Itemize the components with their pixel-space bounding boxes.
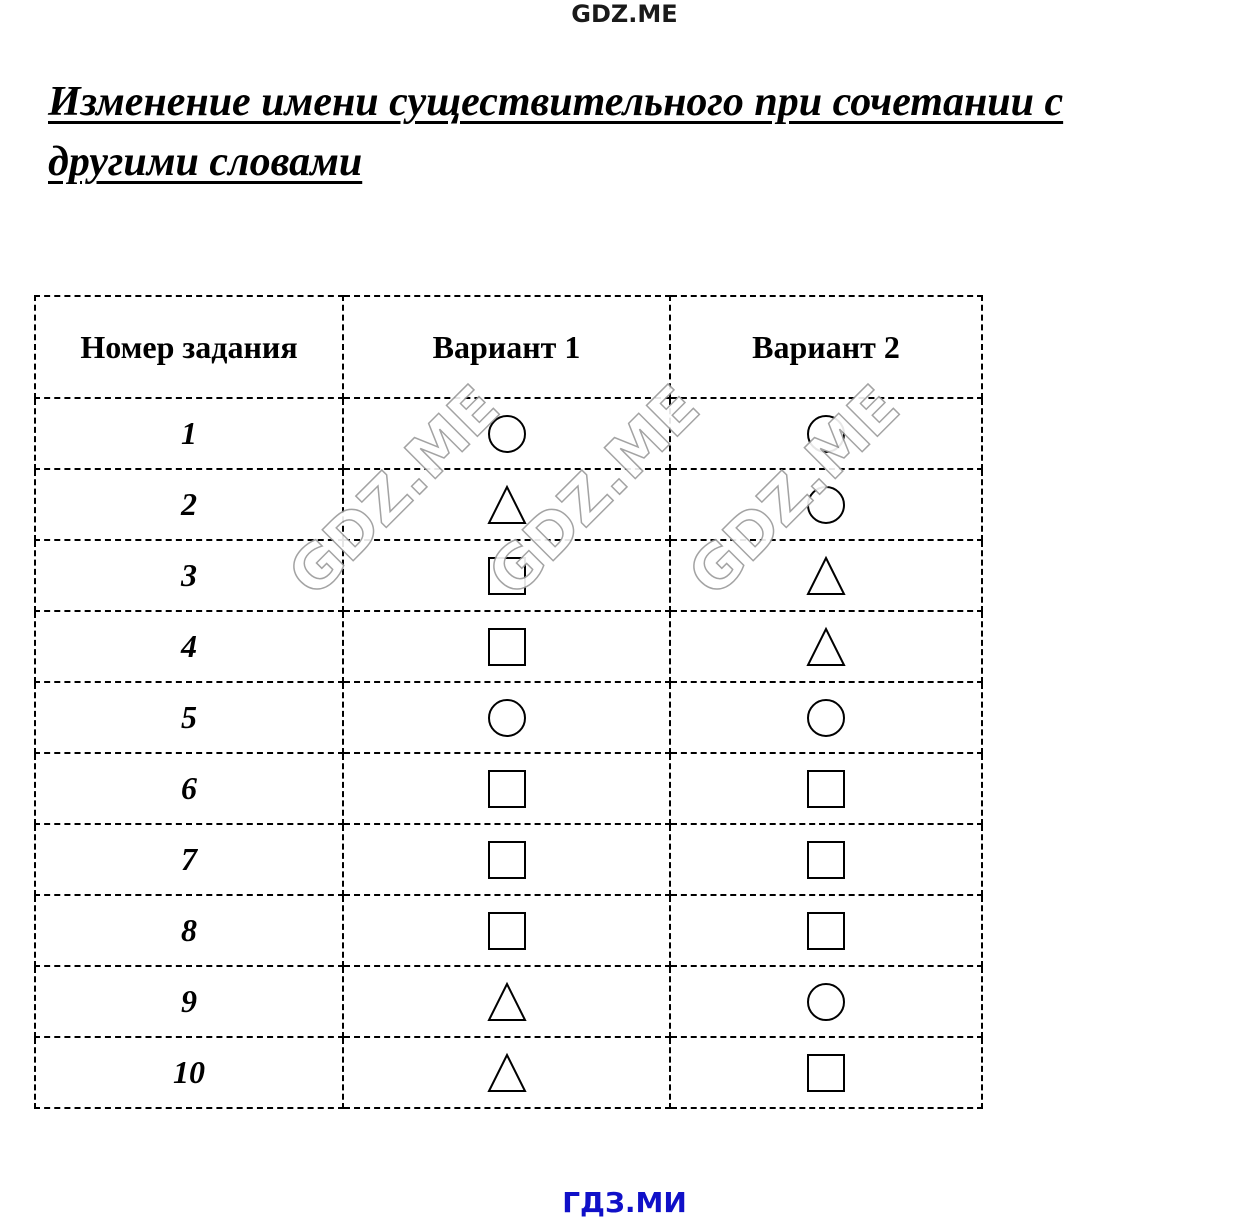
square-icon <box>486 839 528 881</box>
variant-2-cell <box>670 540 982 611</box>
variant-1-cell <box>343 469 670 540</box>
circle-icon <box>486 697 528 739</box>
variant-2-cell <box>670 895 982 966</box>
task-number-cell: 9 <box>35 966 343 1037</box>
variant-2-cell <box>670 966 982 1037</box>
circle-icon <box>805 981 847 1023</box>
circle-icon <box>805 413 847 455</box>
triangle-icon <box>805 555 847 597</box>
circle-icon <box>486 413 528 455</box>
table-row <box>35 540 982 611</box>
table-row <box>35 1037 982 1108</box>
variant-2-cell <box>670 1037 982 1108</box>
variant-2-cell <box>670 753 982 824</box>
square-icon <box>805 1052 847 1094</box>
variant-1-cell <box>343 824 670 895</box>
circle-icon <box>805 484 847 526</box>
table-row <box>35 824 982 895</box>
task-number-cell: 8 <box>35 895 343 966</box>
variant-1-cell <box>343 966 670 1037</box>
task-number-cell: 5 <box>35 682 343 753</box>
variant-1-cell <box>343 1037 670 1108</box>
triangle-icon <box>805 626 847 668</box>
circle-icon <box>805 697 847 739</box>
variant-1-cell <box>343 611 670 682</box>
square-icon <box>486 768 528 810</box>
square-icon <box>486 910 528 952</box>
table-row <box>35 469 982 540</box>
table-header-row <box>35 296 982 398</box>
table-row <box>35 966 982 1037</box>
table-row <box>35 611 982 682</box>
triangle-icon <box>486 981 528 1023</box>
answers-table <box>34 295 983 1109</box>
site-header: GDZ.ME <box>571 0 678 28</box>
table-row <box>35 895 982 966</box>
variant-1-cell <box>343 895 670 966</box>
table-row <box>35 398 982 469</box>
table-row <box>35 753 982 824</box>
variant-2-cell <box>670 824 982 895</box>
variant-2-cell <box>670 682 982 753</box>
column-header-variant-1: Вариант 1 <box>343 296 670 398</box>
task-number-cell: 3 <box>35 540 343 611</box>
page-title: Изменение имени существительного при сочетании с другими словами <box>48 79 1064 185</box>
triangle-icon <box>486 1052 528 1094</box>
task-number-cell: 4 <box>35 611 343 682</box>
task-number-cell: 10 <box>35 1037 343 1108</box>
variant-1-cell <box>343 753 670 824</box>
variant-1-cell <box>343 398 670 469</box>
variant-1-cell <box>343 682 670 753</box>
square-icon <box>486 555 528 597</box>
table-row <box>35 682 982 753</box>
triangle-icon <box>486 484 528 526</box>
variant-1-cell <box>343 540 670 611</box>
square-icon <box>805 839 847 881</box>
column-header-task-number: Номер задания <box>35 296 343 398</box>
task-number-cell: 6 <box>35 753 343 824</box>
square-icon <box>805 910 847 952</box>
square-icon <box>486 626 528 668</box>
square-icon <box>805 768 847 810</box>
task-number-cell: 2 <box>35 469 343 540</box>
variant-2-cell <box>670 398 982 469</box>
task-number-cell: 1 <box>35 398 343 469</box>
task-number-cell: 7 <box>35 824 343 895</box>
watermark: GDZ.ME <box>275 372 514 610</box>
footer-link[interactable]: ГДЗ.МИ <box>562 1186 687 1219</box>
variant-2-cell <box>670 611 982 682</box>
column-header-variant-2: Вариант 2 <box>670 296 982 398</box>
table-body <box>35 398 982 1108</box>
watermark: GDZ.ME <box>475 372 714 610</box>
variant-2-cell <box>670 469 982 540</box>
watermark: GDZ.ME <box>675 372 914 610</box>
